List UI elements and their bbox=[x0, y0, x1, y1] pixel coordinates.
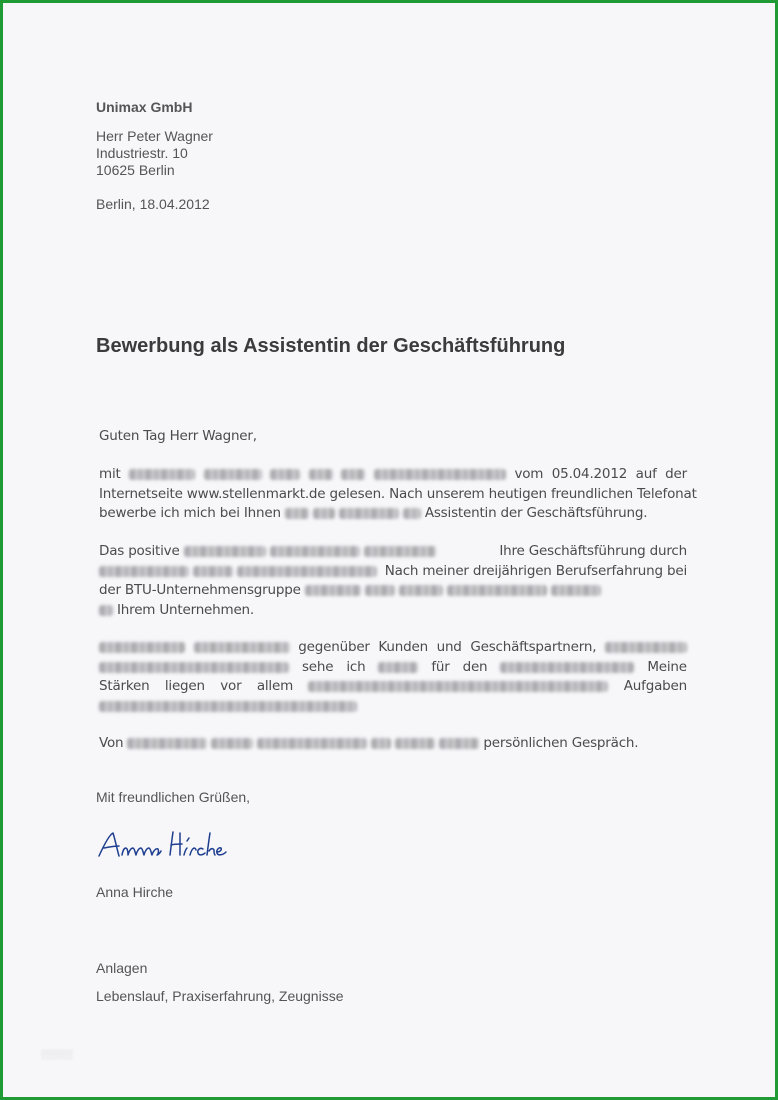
redacted-text bbox=[439, 738, 479, 749]
attachments-list: Lebenslauf, Praxiserfahrung, Zeugnisse bbox=[96, 988, 344, 1004]
handwritten-signature bbox=[96, 827, 236, 868]
p1-line: Assistentin der Geschäftsführung. bbox=[424, 505, 648, 521]
recipient-address bbox=[96, 128, 213, 179]
p4-line: Von bbox=[99, 735, 124, 751]
p1-word: 05.04.2012 bbox=[551, 466, 628, 482]
redacted-text bbox=[305, 585, 361, 596]
p3-word: ich bbox=[346, 658, 366, 675]
signer-name: Anna Hirche bbox=[96, 884, 174, 900]
p1-word: auf bbox=[635, 466, 657, 482]
p1-word: vom bbox=[514, 466, 544, 482]
p3-word: allem bbox=[256, 678, 294, 694]
paragraph-2 bbox=[99, 542, 687, 620]
redacted-text bbox=[204, 469, 262, 480]
redacted-text bbox=[395, 738, 435, 749]
redacted-text bbox=[500, 662, 634, 673]
paragraph-1 bbox=[99, 465, 697, 524]
letter-subject: Bewerbung als Assistentin der Geschäftsführung bbox=[96, 335, 566, 357]
closing: Mit freundlichen Grüßen, bbox=[96, 789, 251, 805]
redacted-text bbox=[99, 662, 289, 673]
redacted-text bbox=[127, 738, 207, 749]
redacted-text bbox=[99, 642, 185, 653]
paragraph-4 bbox=[99, 734, 687, 754]
redacted-text bbox=[341, 469, 365, 480]
redacted-text bbox=[399, 585, 443, 596]
p3-word: Aufgaben bbox=[623, 678, 687, 694]
attachments-title: Anlagen bbox=[96, 960, 148, 976]
watermark: ▒▒▒▒▒ bbox=[41, 1049, 73, 1059]
p3-word: gegenüber bbox=[298, 639, 370, 655]
p3-word: für bbox=[431, 658, 450, 675]
company-name: Unimax GmbH bbox=[96, 99, 193, 115]
redacted-text bbox=[285, 508, 309, 519]
p3-word: den bbox=[462, 658, 488, 675]
p3-word: Meine bbox=[647, 658, 687, 675]
redacted-text bbox=[339, 508, 399, 519]
recipient-street: Industriestr. 10 bbox=[96, 145, 188, 161]
p3-word: Geschäftspartnern, bbox=[470, 639, 597, 655]
recipient-city: 10625 Berlin bbox=[96, 162, 175, 178]
p2-line: der BTU-Unternehmensgruppe bbox=[99, 582, 301, 598]
letter-date: Berlin, 18.04.2012 bbox=[96, 196, 210, 212]
redacted-text bbox=[308, 681, 608, 692]
redacted-text bbox=[129, 469, 195, 480]
p2-line: Ihrem Unternehmen. bbox=[117, 601, 255, 618]
p4-line: persönlichen Gespräch. bbox=[483, 735, 639, 751]
redacted-text bbox=[270, 546, 360, 557]
signature-image bbox=[96, 827, 236, 863]
p1-word: mit bbox=[99, 466, 121, 482]
redacted-text bbox=[403, 508, 421, 519]
redacted-text bbox=[211, 738, 253, 749]
p3-word: und bbox=[436, 639, 462, 655]
redacted-text bbox=[99, 566, 189, 577]
redacted-text bbox=[447, 585, 547, 596]
redacted-text bbox=[99, 701, 357, 712]
p3-word: Kunden bbox=[378, 639, 428, 655]
redacted-text bbox=[193, 566, 233, 577]
p2-line: Ihre Geschäftsführung durch bbox=[499, 543, 687, 559]
redacted-text bbox=[371, 738, 391, 749]
redacted-text bbox=[605, 642, 687, 653]
redacted-text bbox=[184, 546, 266, 557]
redacted-text bbox=[99, 605, 113, 616]
p1-line: Internetseite www.stellenmarkt.de gelesen. Nach unserem heutigen freundlichen Telefonat bbox=[99, 485, 697, 502]
salutation: Guten Tag Herr Wagner, bbox=[99, 428, 257, 444]
p2-line: Nach meiner dreijährigen Berufserfahrung bei bbox=[384, 562, 687, 579]
p1-line: bewerbe ich mich bei Ihnen bbox=[99, 505, 281, 521]
redacted-text bbox=[194, 642, 290, 653]
redacted-text bbox=[309, 469, 333, 480]
redacted-text bbox=[237, 566, 377, 577]
p3-word: vor bbox=[220, 678, 242, 694]
redacted-text bbox=[374, 469, 506, 480]
redacted-text bbox=[313, 508, 335, 519]
p2-line: Das positive bbox=[99, 543, 180, 559]
p3-word: sehe bbox=[301, 658, 334, 675]
redacted-text bbox=[551, 585, 601, 596]
redacted-text bbox=[378, 662, 418, 673]
p3-word: Stärken bbox=[99, 678, 150, 694]
redacted-text bbox=[365, 585, 395, 596]
p1-word: der bbox=[665, 466, 687, 482]
redacted-text bbox=[257, 738, 367, 749]
redacted-text bbox=[364, 546, 436, 557]
redacted-text bbox=[270, 469, 300, 480]
paragraph-3 bbox=[99, 638, 687, 716]
recipient-name: Herr Peter Wagner bbox=[96, 128, 213, 144]
p3-word: liegen bbox=[164, 678, 205, 694]
